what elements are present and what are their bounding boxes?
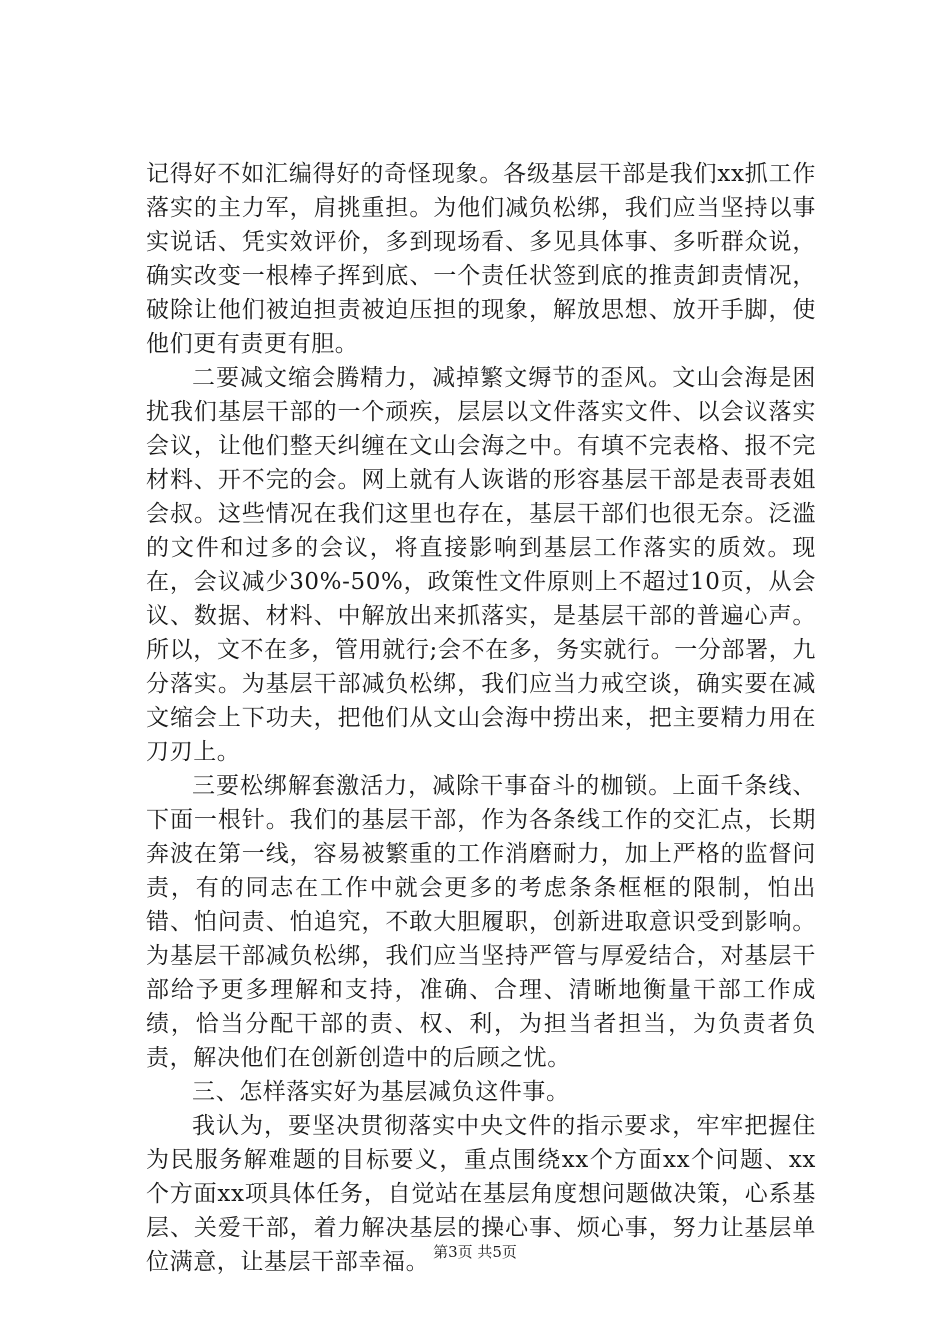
paragraph-2: 二要减文缩会腾精力，减掉繁文缛节的歪风。文山会海是困扰我们基层干部的一个顽疾，层层以文件落实文件、以会议落实会议，让他们整天纠缠在文山会海之中。有填不完表格、报不完材料、开不完的会。网上就有人诙谐的形容基层干部是表哥表姐会叔。这些情况在我们这里也存在，基层干部们也很无奈。泛滥的文件和过多的会议，将直接影响到基层工作落实的质效。现在，会议减少30%-50%，政策性文件原则上不超过10页，从会议、数据、材料、中解放出来抓落实，是基层干部的普遍心声。所以，文不在多，管用就行;会不在多，务实就行。一分部署，九分落实。为基层干部减负松绑，我们应当力戒空谈，确实要在减文缩会上下功夫，把他们从文山会海中捞出来，把主要精力用在刀刃上。	[146, 365, 816, 765]
paragraph-5: 我认为，要坚决贯彻落实中央文件的指示要求，牢牢把握住为民服务解难题的目标要义，重点围绕xx个方面xx个问题、xx个方面xx项具体任务，自觉站在基层角度想问题做决策，心系基层、关爱干部，着力解决基层的操心事、烦心事，努力让基层单位满意，让基层干部幸福。	[146, 1113, 816, 1275]
paragraph-3: 三要松绑解套激活力，减除干事奋斗的枷锁。上面千条线、下面一根针。我们的基层干部，作为各条线工作的交汇点，长期奔波在第一线，容易被繁重的工作消磨耐力，加上严格的监督问责，有的同志在工作中就会更多的考虑条条框框的限制，怕出错、怕问责、怕追究，不敢大胆履职，创新进取意识受到影响。为基层干部减负松绑，我们应当坚持严管与厚爱结合，对基层干部给予更多理解和支持，准确、合理、清晰地衡量干部工作成绩，恰当分配干部的责、权、利，为担当者担当，为负责者负责，解决他们在创新创造中的后顾之忧。	[146, 773, 816, 1071]
paragraph-1: 记得好不如汇编得好的奇怪现象。各级基层干部是我们xx抓工作落实的主力军，肩挑重担。为他们减负松绑，我们应当坚持以事实说话、凭实效评价，多到现场看、多见具体事、多听群众说，确实改变一根棒子挥到底、一个责任状签到底的推责卸责情况，破除让他们被迫担责被迫压担的现象，解放思想、放开手脚，使他们更有责更有胆。	[146, 161, 816, 357]
page-number-footer: 第3页 共5页	[433, 1243, 517, 1261]
document-body	[146, 157, 816, 1279]
section-heading: 三、怎样落实好为基层减负这件事。	[192, 1079, 570, 1105]
